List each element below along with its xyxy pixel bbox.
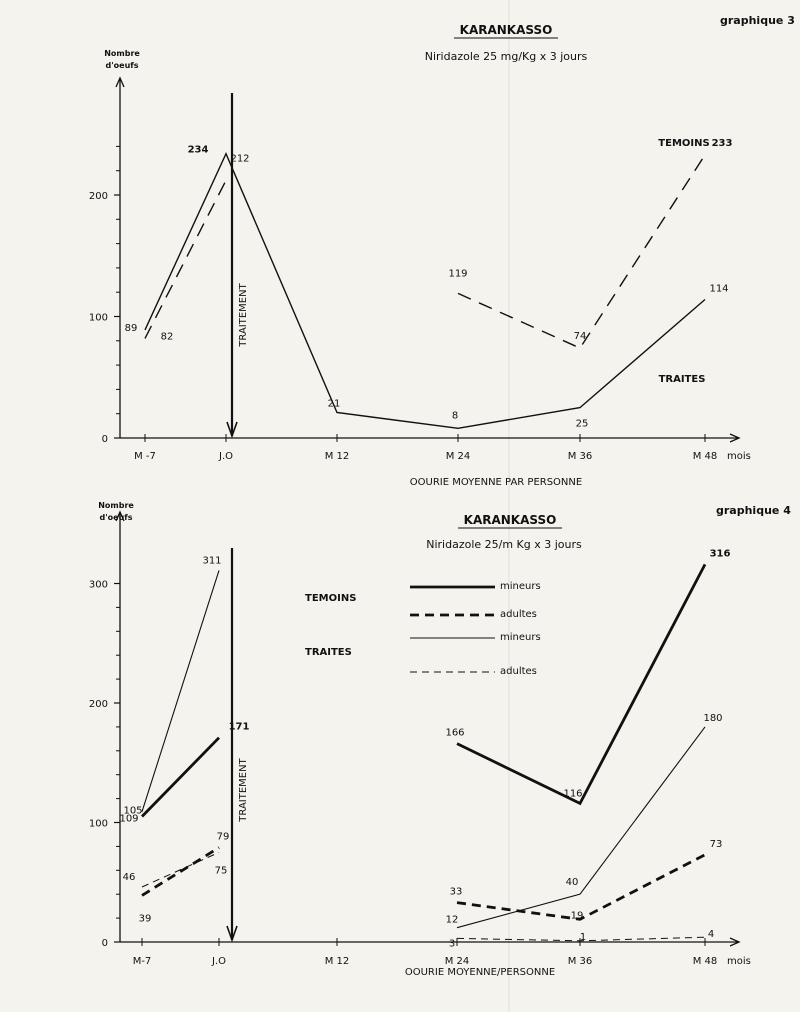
chart4-series-traites-adultes-data-label: 4 (707, 929, 715, 941)
chart4-x-axis-title: OOURIE MOYENNE/PERSONNE (404, 967, 556, 978)
chart3-y-tick-label: 0 (101, 434, 108, 445)
chart3-ylabel-line2: d'oeufs (105, 61, 139, 70)
chart4-y-tick-label: 100 (88, 818, 108, 830)
chart4-series-traites-adultes-data-label: 3 (448, 938, 456, 950)
chart3-subtitle: Niridazole 25 mg/Kg x 3 jours (424, 50, 588, 63)
chart4-legend-label-temoins-adultes: adultes (500, 609, 537, 620)
chart4-series-traites-adultes-line (142, 852, 219, 887)
chart4-series-temoins-adultes-data-label: 39 (138, 913, 152, 925)
chart4-legend-label-traites-adultes: adultes (500, 666, 537, 677)
chart4-legend-label-traites-mineurs: mineurs (500, 632, 541, 643)
chart4-series-temoins-mineurs-data-label: 166 (445, 727, 465, 739)
chart4-series-traites-mineurs-line (457, 727, 705, 928)
chart3-legend-temoins: TEMOINS (658, 138, 710, 149)
chart4-x-unit-label: mois (727, 956, 751, 967)
chart4-series-traites-mineurs-data-label: 180 (703, 712, 723, 724)
chart4-series-temoins-mineurs-data-label: 116 (563, 788, 583, 800)
chart3-series-traites-data-label: 89 (124, 322, 138, 334)
chart4-series-traites-mineurs-data-label: 12 (445, 914, 459, 926)
chart4-y-tick-label: 300 (88, 579, 108, 591)
chart3-series-traites-data-label: 8 (451, 410, 459, 422)
chart3-series-temoins-data-label: 82 (160, 331, 174, 343)
chart3-legend-traites: TRAITES (658, 374, 706, 385)
chart4-legend-label-temoins-mineurs: mineurs (500, 581, 541, 592)
chart4-series-temoins-adultes-data-label: 79 (216, 831, 230, 843)
chart4-series-traites-mineurs-data-label: 109 (119, 813, 139, 825)
chart3-series-temoins-data-label: 74 (573, 331, 587, 343)
chart3-y-tick-label: 200 (88, 191, 108, 202)
chart4-x-tick-label: M 24 (444, 956, 470, 967)
chart3-title: KARANKASSO (459, 23, 553, 37)
chart3-series-traites-line (145, 154, 705, 429)
chart4-series-temoins-mineurs-line (457, 564, 705, 803)
chart3-series-traites-data-label: 234 (187, 144, 209, 156)
chart4-x-tick-label: M 48 (692, 956, 718, 967)
chart4-ylabel-line2: d'oeufs (99, 513, 133, 522)
chart4-graph-label: graphique 4 (716, 504, 791, 517)
chart3-series-traites-data-label: 25 (575, 418, 589, 430)
chart3-series-traites-data-label: 114 (709, 283, 729, 295)
chart4-series-traites-mineurs-data-label: 40 (565, 877, 579, 889)
chart4-series-temoins-adultes-data-label: 33 (449, 886, 463, 898)
chart4-x-tick-label: M 36 (567, 956, 593, 967)
chart4-series-temoins-mineurs-data-label: 316 (709, 548, 731, 560)
chart3-x-tick-label: M 12 (324, 451, 350, 462)
chart4-x-tick-label: J.O (212, 956, 226, 967)
chart4-series-temoins-mineurs-data-label: 105 (123, 805, 143, 817)
chart3-series-temoins-line (458, 155, 705, 348)
chart4-ylabel-line1: Nombre (98, 501, 134, 510)
chart4-series-traites-adultes-data-label: 75 (214, 865, 228, 877)
chart3-series-temoins-data-label: 233 (711, 137, 733, 149)
chart4-y-tick-label: 0 (101, 938, 108, 949)
chart4-treatment-label: TRAITEMENT (238, 758, 249, 822)
chart3-ylabel-line1: Nombre (104, 49, 140, 58)
chart3-x-unit-label: mois (727, 451, 751, 462)
chart4-series-temoins-adultes-line (142, 848, 219, 896)
chart4-x-tick-label: M 12 (324, 956, 350, 967)
chart3-series-temoins-data-label: 119 (448, 268, 468, 280)
chart4-series-temoins-adultes-data-label: 73 (709, 838, 723, 850)
chart3-series-temoins-data-label: 212 (230, 153, 250, 165)
chart4-series-traites-adultes-data-label: 46 (122, 872, 136, 884)
chart3-x-tick-label: M 36 (567, 451, 593, 462)
chart3-series-temoins-line (145, 180, 226, 338)
chart4-series-temoins-adultes-data-label: 19 (570, 910, 584, 922)
chart4-series-traites-adultes-data-label: 1 (579, 931, 587, 943)
chart3-treatment-label: TRAITEMENT (238, 283, 249, 347)
chart3-x-tick-label: M 48 (692, 451, 718, 462)
chart3-x-axis-title: OOURIE MOYENNE PAR PERSONNE (409, 477, 583, 488)
chart4-subtitle: Niridazole 25/m Kg x 3 jours (426, 538, 582, 551)
chart3-graph-label: graphique 3 (720, 14, 795, 27)
chart4-title: KARANKASSO (463, 513, 557, 527)
chart3-x-tick-label: M 24 (445, 451, 471, 462)
chart3-series-traites-data-label: 21 (327, 398, 341, 410)
chart4-legend-group-temoins: TEMOINS (305, 593, 357, 604)
chart4-y-tick-label: 200 (88, 699, 108, 710)
chart4-series-temoins-mineurs-data-label: 171 (228, 721, 250, 733)
chart3-y-tick-label: 100 (88, 312, 108, 324)
chart4-series-traites-mineurs-data-label: 311 (202, 555, 222, 567)
chart3-x-tick-label: M -7 (134, 451, 156, 462)
chart3-x-tick-label: J.O (219, 451, 233, 462)
chart4-x-tick-label: M-7 (132, 956, 152, 967)
chart4-legend-group-traites: TRAITES (305, 647, 352, 658)
